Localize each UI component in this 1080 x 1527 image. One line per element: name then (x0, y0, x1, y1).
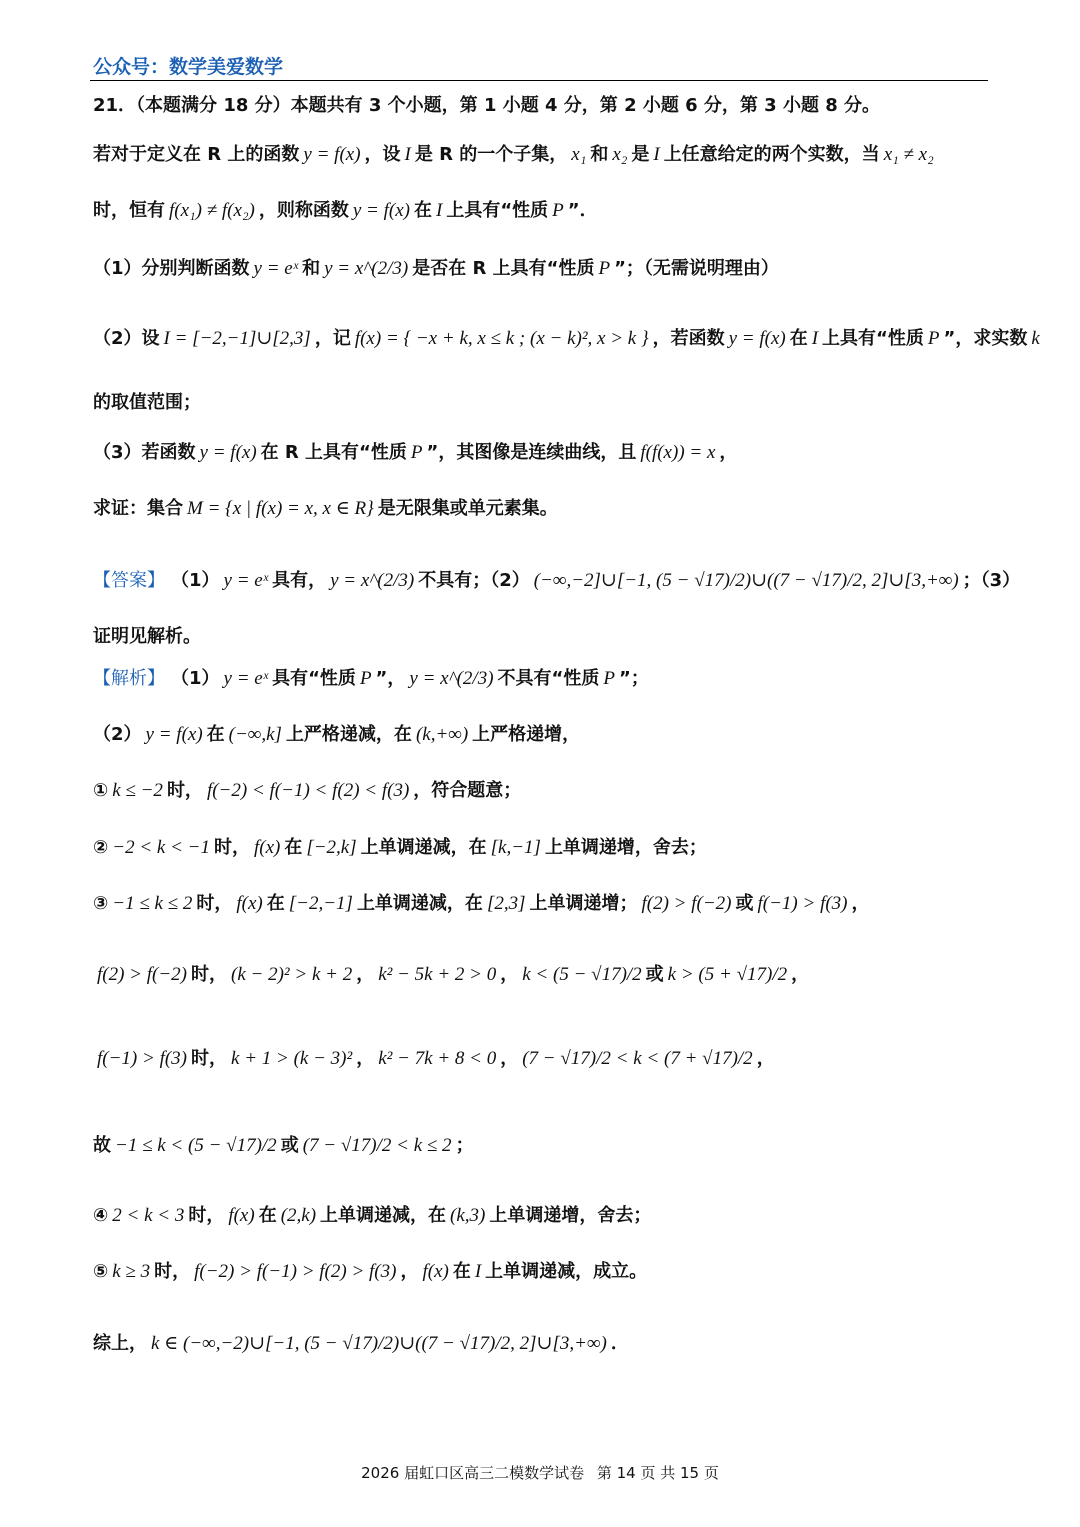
case-3-conclusion: 故 −1 ≤ k < (5 − √17)/2 或 (7 − √17)/2 < k ≤ 2 ； (93, 1135, 474, 1156)
analysis-part-2: （2） y = f(x) 在 (−∞,k] 上严格递减，在 (k,+∞) 上严格递增， (93, 724, 581, 745)
question-1: （1）分别判断函数 y = eˣ 和 y = x^(2/3) 是否在 R 上具有“性质 P ”；（无需说明理由） (93, 258, 779, 279)
analysis-part-1: 【解析】 （1） y = eˣ 具有“性质 P ”， y = x^(2/3) 不具有“性质 P ”； (93, 666, 993, 692)
case-1: ① k ≤ −2 时， f(−2) < f(−1) < f(2) < f(3) ，符合题意； (93, 780, 522, 801)
header-rule (90, 80, 988, 81)
answer-line: 【答案】 （1） y = eˣ 具有， y = x^(2/3) 不具有；（2） (−∞,−2]∪[−1, (5 − √17)/2)∪((7 − √17)/2, 2]∪[3,+∞) ；（3） (93, 568, 993, 594)
case-2: ② −2 < k < −1 时， f(x) 在 [−2,k] 上单调递减，在 [k,−1] 上单调递增，舍去； (93, 837, 707, 858)
case-3-subcase-b: f(−1) > f(3) 时， k + 1 > (k − 3)² ， k² − 7k + 8 < 0 ， (7 − √17)/2 < k < (7 + √17)/2 ， (97, 1048, 775, 1069)
definition-line-2: 时，恒有 f(x₁) ≠ f(x₂) ，则称函数 y = f(x) 在 I 上具有“性质 P ”． (93, 200, 598, 221)
definition-line-1: 若对于定义在 R 上的函数 y = f(x) ，设 I 是 R 的一个子集， x₁ 和 x₂ 是 I 上任意给定的两个实数，当 x₁ ≠ x₂ (93, 144, 934, 165)
case-3: ③ −1 ≤ k ≤ 2 时， f(x) 在 [−2,−1] 上单调递减，在 [2,3] 上单调递增； f(2) > f(−2) 或 f(−1) > f(3) ， (93, 893, 870, 914)
header-account: 公众号：数学美爱数学 (93, 56, 284, 78)
footer-page-number: 第 14 页 共 15 页 (596, 1464, 719, 1482)
question-3-proof: 求证：集合 M = {x | f(x) = x, x ∈ R} 是无限集或单元素集。 (93, 498, 558, 519)
answer-continued: 证明见解析。 (93, 626, 201, 647)
case-3-subcase-a: f(2) > f(−2) 时， (k − 2)² > k + 2 ， k² − 5k + 2 > 0 ， k < (5 − √17)/2 或 k > (5 + √17)/2 ， (97, 964, 810, 985)
question-3: （3）若函数 y = f(x) 在 R 上具有“性质 P ”，其图像是连续曲线，且 f(f(x)) = x ， (93, 442, 738, 463)
question-2-continued: 的取值范围； (93, 392, 201, 413)
analysis-tag: 【解析】 (93, 668, 165, 689)
question-2: （2）设 I = [−2,−1]∪[2,3] ，记 f(x) = { −x + k, x ≤ k ; (x − k)², x > k } ，若函数 y = f(x) 在 I 上具有“性质 P ”，求实数 k (93, 328, 1040, 349)
problem-intro: 21．（本题满分 18 分）本题共有 3 个小题，第 1 小题 4 分，第 2 小题 6 分，第 3 小题 8 分。 (93, 95, 881, 116)
footer-exam-title: 2026 届虹口区高三二模数学试卷 (361, 1464, 585, 1482)
page-footer (0, 1462, 1080, 1483)
case-5: ⑤ k ≥ 3 时， f(−2) > f(−1) > f(2) > f(3) ， f(x) 在 I 上单调递减，成立。 (93, 1261, 648, 1282)
case-4: ④ 2 < k < 3 时， f(x) 在 (2,k) 上单调递减，在 (k,3) 上单调递增，舍去； (93, 1205, 652, 1226)
answer-tag: 【答案】 (93, 570, 165, 591)
summary: 综上， k ∈ (−∞,−2)∪[−1, (5 − √17)/2)∪((7 − √17)/2, 2]∪[3,+∞) ． (93, 1333, 629, 1354)
